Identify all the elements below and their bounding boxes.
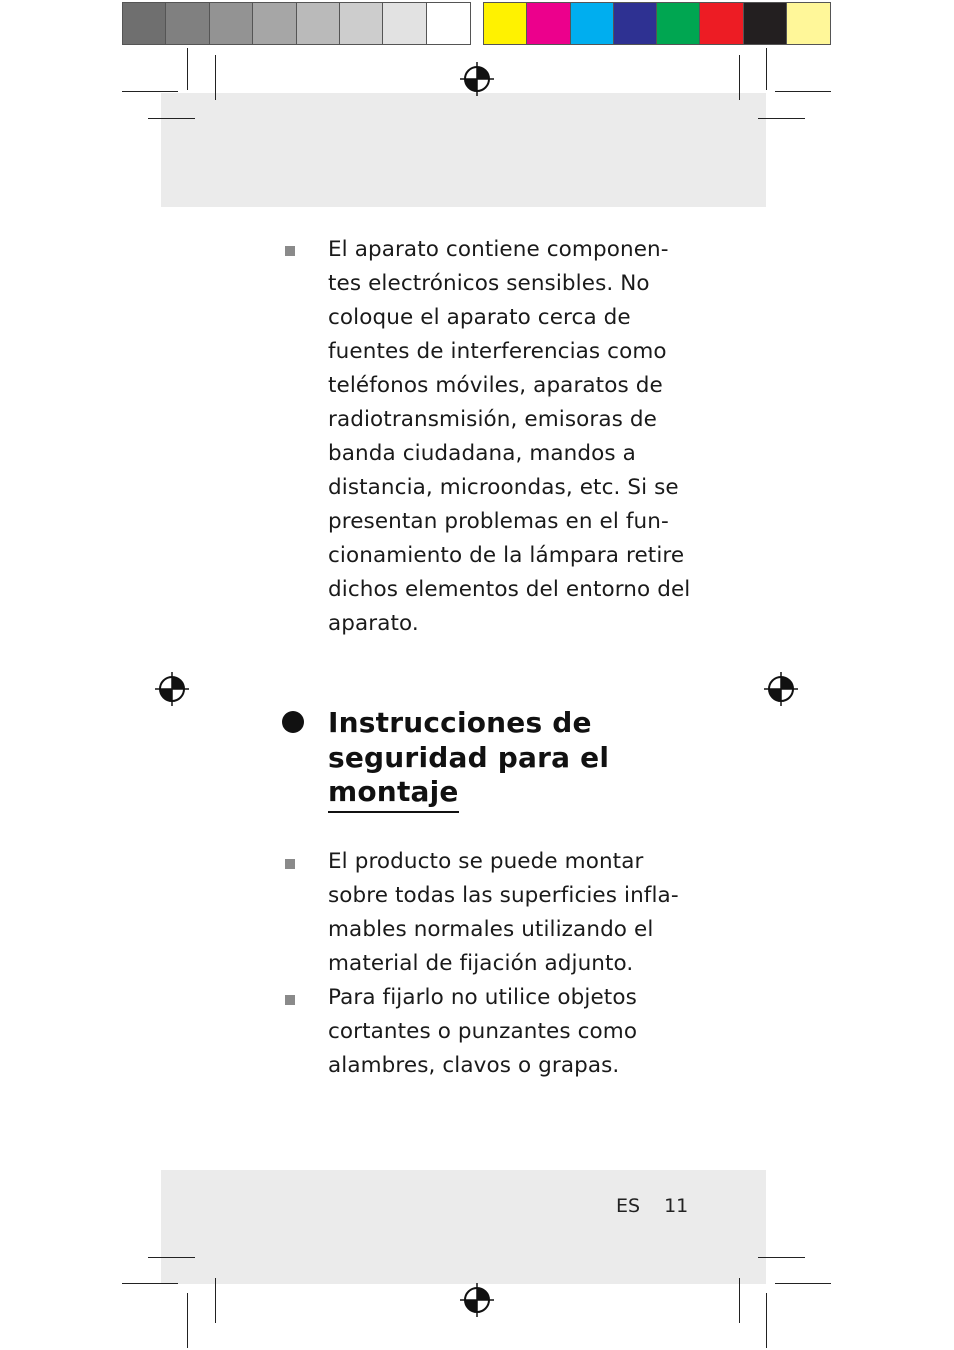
color-swatch <box>614 3 657 44</box>
text-line: distancia, microondas, etc. Si se <box>328 475 679 500</box>
heading-line-3: montaje <box>328 775 459 813</box>
header-band <box>161 93 766 207</box>
gray-swatch <box>427 3 470 44</box>
color-swatch <box>571 3 614 44</box>
language-code: ES <box>616 1195 641 1217</box>
crop-mark <box>148 118 195 119</box>
gray-swatch <box>253 3 296 44</box>
crop-mark <box>215 55 216 100</box>
crop-mark <box>148 1257 195 1258</box>
crop-mark <box>122 91 178 92</box>
registration-mark-icon <box>460 1283 494 1317</box>
color-swatch <box>787 3 830 44</box>
color-swatch <box>527 3 570 44</box>
text-line: banda ciudadana, mandos a <box>328 441 636 466</box>
crop-mark <box>758 1257 805 1258</box>
text-line: cortantes o punzantes como <box>328 1019 638 1044</box>
text-line: material de fijación adjunto. <box>328 951 634 976</box>
crop-mark <box>766 1293 767 1348</box>
text-line: radiotransmisión, emisoras de <box>328 407 657 432</box>
heading-line-1: Instrucciones de <box>328 706 592 739</box>
text-line: El aparato contiene componen- <box>328 237 669 262</box>
color-swatch <box>700 3 743 44</box>
crop-mark <box>758 118 805 119</box>
mounting-surface-paragraph <box>328 845 708 981</box>
color-swatch <box>657 3 700 44</box>
registration-mark-icon <box>764 672 798 706</box>
crop-mark <box>775 91 831 92</box>
gray-swatch <box>297 3 340 44</box>
crop-mark <box>215 1278 216 1323</box>
color-swatch <box>484 3 527 44</box>
crop-mark <box>122 1283 178 1284</box>
grayscale-color-bar <box>122 2 471 45</box>
section-bullet-dot-icon <box>282 711 304 733</box>
crop-mark <box>739 1278 740 1323</box>
gray-swatch <box>340 3 383 44</box>
registration-mark-icon <box>460 62 494 96</box>
process-color-bar <box>483 2 831 45</box>
crop-mark <box>739 55 740 100</box>
bullet-square-icon <box>285 246 295 256</box>
gray-swatch <box>210 3 253 44</box>
bullet-square-icon <box>285 859 295 869</box>
text-line: mables normales utilizando el <box>328 917 654 942</box>
text-line: teléfonos móviles, aparatos de <box>328 373 663 398</box>
page-footer <box>616 1193 688 1219</box>
text-line: tes electrónicos sensibles. No <box>328 271 650 296</box>
text-line: fuentes de interferencias como <box>328 339 667 364</box>
heading-line-2: seguridad para el <box>328 740 610 774</box>
text-line: sobre todas las superficies infla- <box>328 883 679 908</box>
text-line: Para fijarlo no utilice objetos <box>328 985 637 1010</box>
text-line: presentan problemas en el fun- <box>328 509 669 534</box>
crop-mark <box>187 1293 188 1348</box>
gray-swatch <box>123 3 166 44</box>
text-line: El producto se puede montar <box>328 849 644 874</box>
text-line: dichos elementos del entorno del <box>328 577 691 602</box>
crop-mark <box>766 48 767 90</box>
bullet-square-icon <box>285 995 295 1005</box>
gray-swatch <box>166 3 209 44</box>
text-line: alambres, clavos o grapas. <box>328 1053 620 1078</box>
gray-swatch <box>383 3 426 44</box>
page-number: 11 <box>664 1195 689 1217</box>
registration-mark-icon <box>155 672 189 706</box>
footer-band <box>161 1170 766 1284</box>
text-line: coloque el aparato cerca de <box>328 305 631 330</box>
color-swatch <box>744 3 787 44</box>
electronics-warning-paragraph <box>328 233 708 641</box>
crop-mark <box>187 48 188 90</box>
section-heading <box>328 706 728 813</box>
crop-mark <box>775 1283 831 1284</box>
text-line: cionamiento de la lámpara retire <box>328 543 685 568</box>
fastening-warning-paragraph <box>328 981 708 1083</box>
text-line: aparato. <box>328 611 419 636</box>
